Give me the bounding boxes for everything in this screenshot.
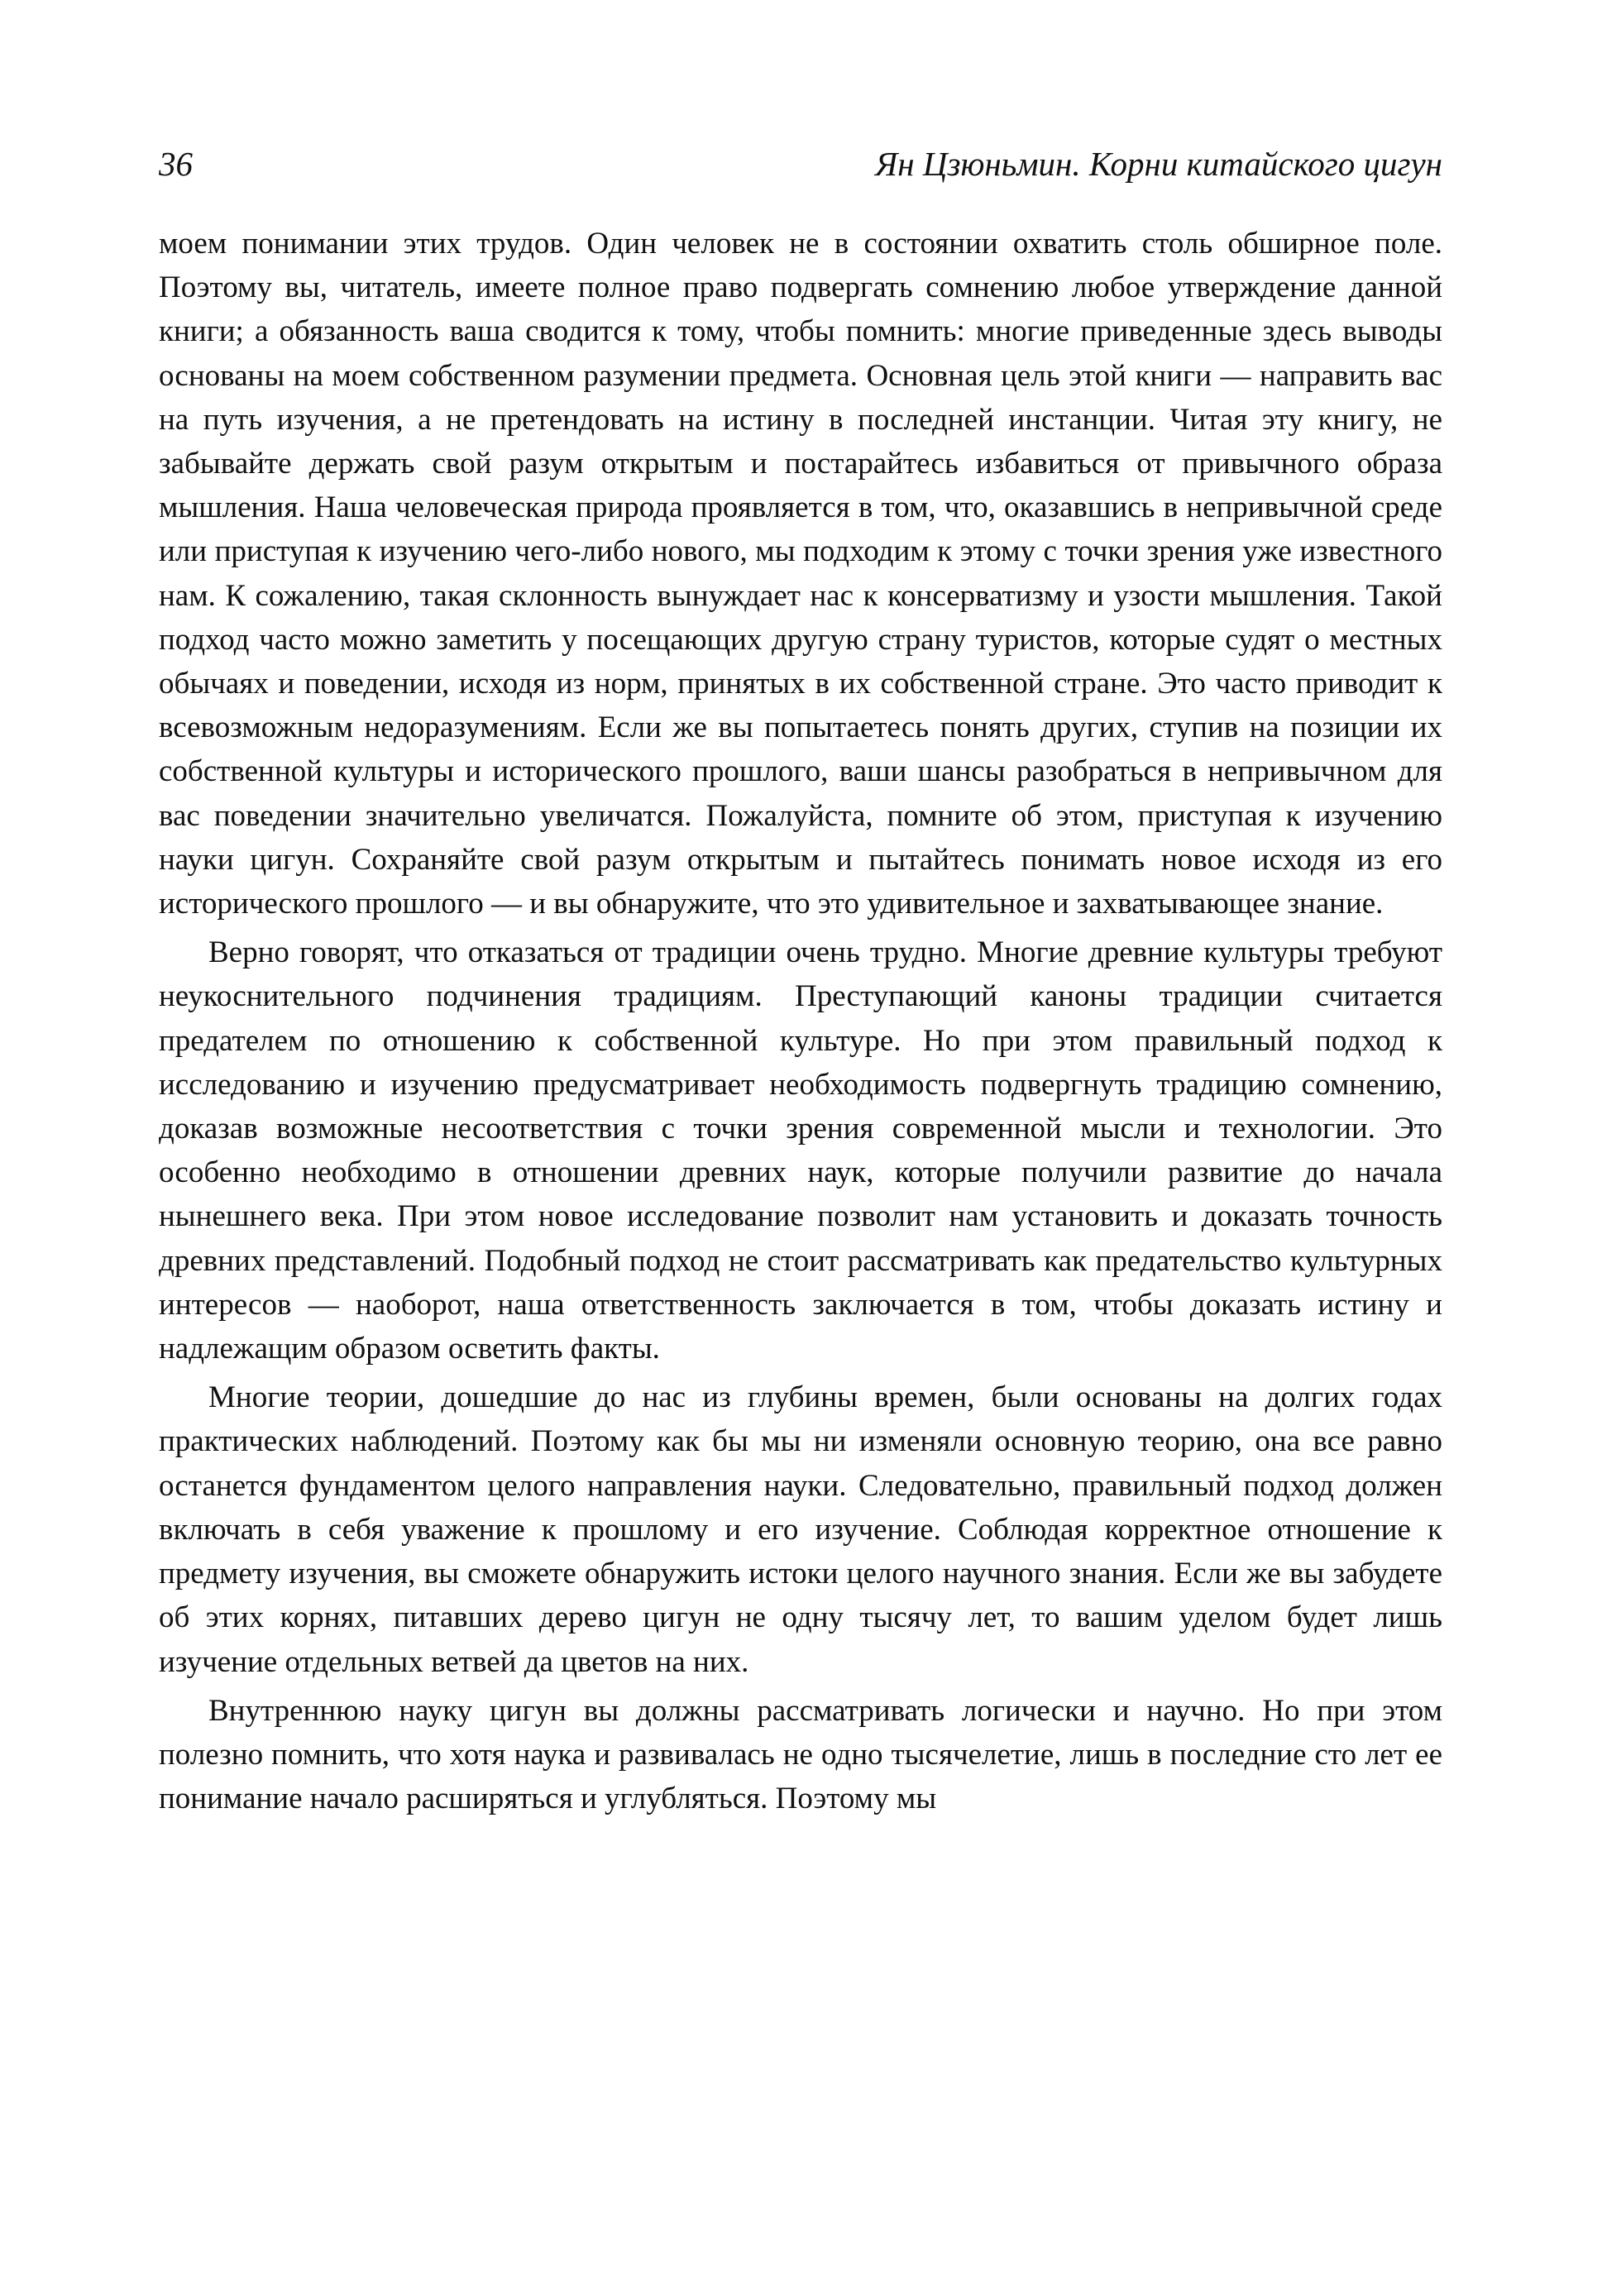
paragraph-1: моем понимании этих трудов. Один человек не в состоянии охватить столь обширное поле. Поэтому вы, читатель, имеете полное право подвергать сомнению любое утверждение данной книги; а обязанность ваша сводится к тому, чтобы помнить: многие приведенные здесь выводы основаны на моем собственном разумении предмета. Основная цель этой книги — направить вас на путь изучения, а не претендовать на истину в последней инстанции. Читая эту книгу, не забывайте держать свой разум открытым и постарайтесь избавиться от привычного образа мышления. Наша человеческая природа проявляется в том, что, оказавшись в непривычной среде или приступая к изучению чего-либо нового, мы подходим к этому с точки зрения уже известного нам. К сожалению, такая склонность вынуждает нас к консерватизму и узости мышления. Такой подход часто можно заметить у посещающих другую страну туристов, которые судят о местных обычаях и поведении, исходя из норм, принятых в их собственной стране. Это часто приводит к всевозможным недоразумениям. Если же вы попытаетесь понять других, ступив на позиции их собственной культуры и исторического прошлого, ваши шансы разобраться в непривычном для вас поведении значительно увеличатся. Пожалуйста, помните об этом, приступая к изучению науки цигун. Сохраняйте свой разум открытым и пытайтесь понимать новое исходя из его исторического прошлого — и вы обнаружите, что это удивительное и захватывающее знание. (159, 227, 1442, 921)
paragraph-2: Верно говорят, что отказаться от традиции очень трудно. Многие древние культуры требуют неукоснительного подчинения традициям. Преступающий каноны традиции считается предателем по отношению к собственной культуре. Но при этом правильный подход к исследованию и изучению предусматривает необходимость подвергнуть традицию сомнению, доказав возможные несоответствия с точки зрения современной мысли и технологии. Это особенно необходимо в отношении древних наук, которые получили развитие до начала нынешнего века. При этом новое исследование позволит нам установить и доказать точность древних представлений. Подобный подход не стоит рассматривать как предательство культурных интересов — наоборот, наша ответственность заключается в том, чтобы доказать истину и надлежащим образом осветить факты. (159, 935, 1442, 1366)
running-title: Ян Цзюньмин. Корни китайского цигун (875, 145, 1442, 183)
paragraph-3: Многие теории, дошедшие до нас из глубины времен, были основаны на долгих годах практических наблюдений. Поэтому как бы мы ни изменяли основную теорию, она все равно останется фундаментом целого направления науки. Следовательно, правильный подход должен включать в себя уважение к прошлому и его изучение. Соблюдая корректное отношение к предмету изучения, вы сможете обнаружить истоки целого научного знания. Если же вы забудете об этих корнях, питавших дерево цигун не одну тысячу лет, то вашим уделом будет лишь изучение отдельных ветвей да цветов на них. (159, 1380, 1442, 1679)
page-number: 36 (159, 145, 193, 183)
paragraph-4: Внутреннюю науку цигун вы должны рассматривать логически и научно. Но при этом полезно помнить, что хотя наука и развивалась не одно тысячелетие, лишь в последние сто лет ее понимание начало расширяться и углубляться. Поэтому мы (159, 1693, 1442, 1816)
body-text (159, 222, 1442, 1825)
running-head (159, 139, 1442, 189)
